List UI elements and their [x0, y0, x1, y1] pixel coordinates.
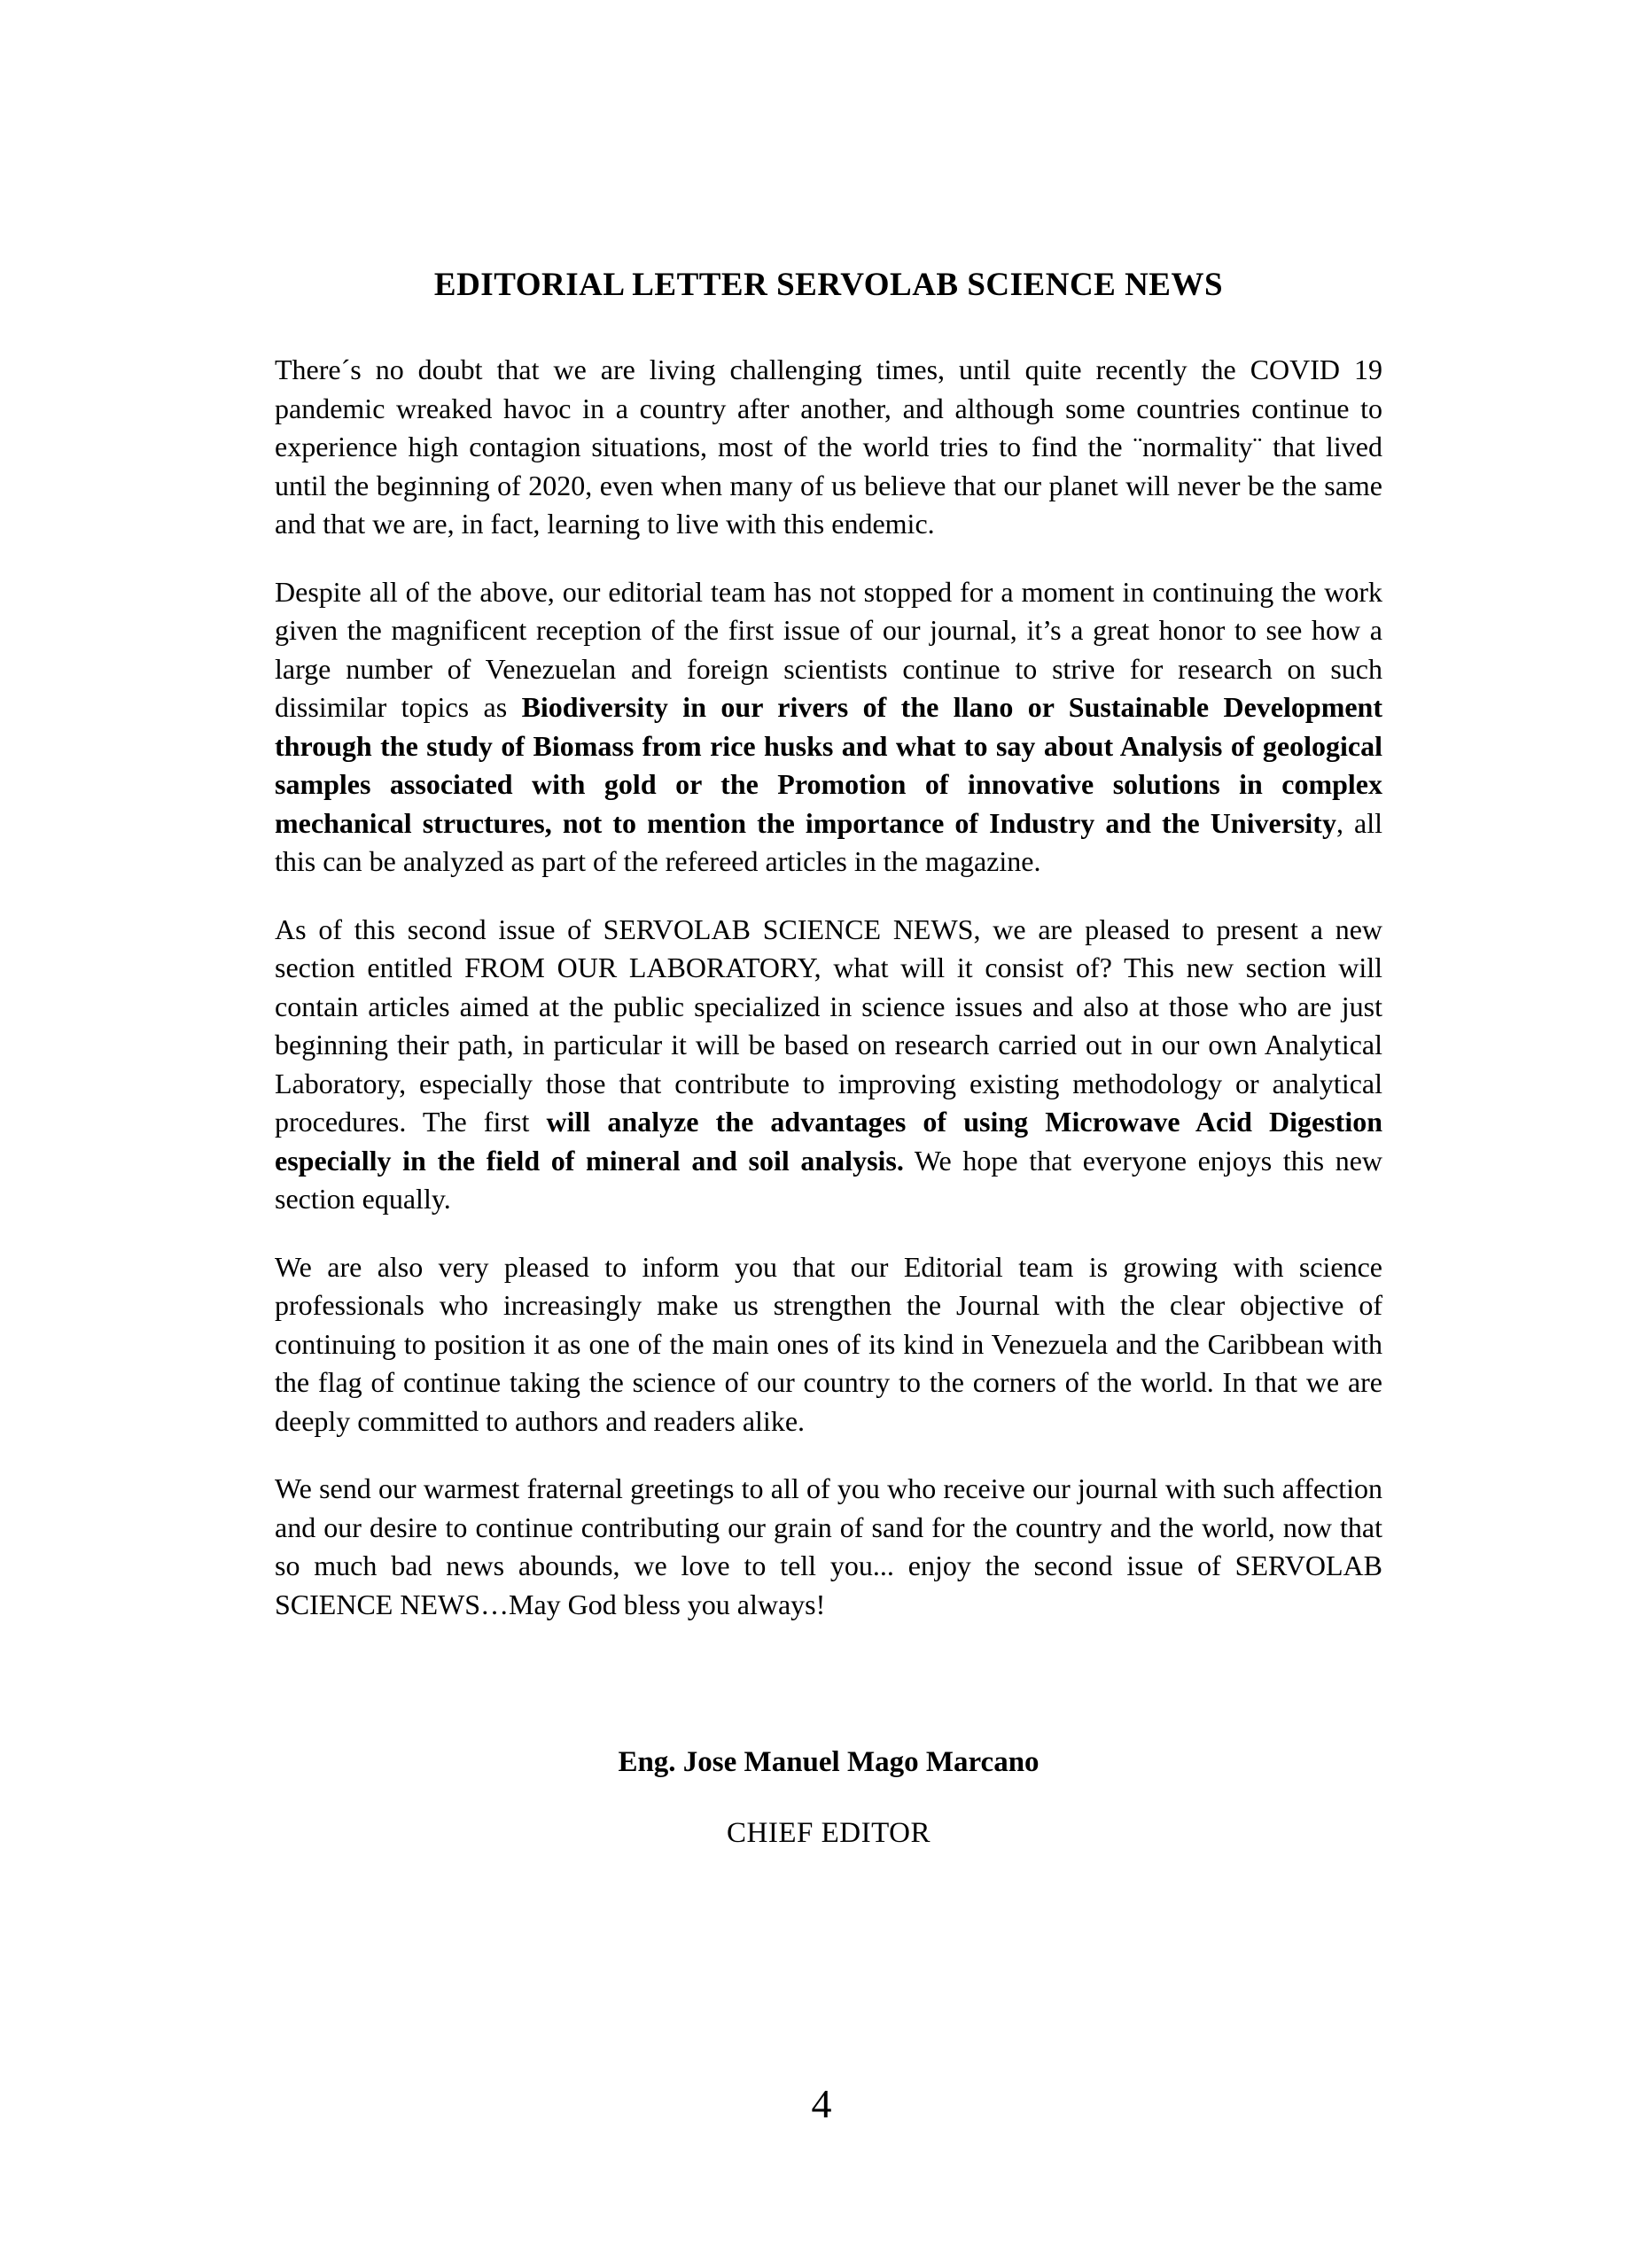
paragraph-bold-segment: will analyze the advantages of using Microwave Acid Digestion especially in the field of mineral and soil analysis. — [275, 1106, 1383, 1177]
paragraph-segment: As of this second issue of SERVOLAB SCIENCE NEWS, we are pleased to present a new section entitled FROM OUR LABORATORY, what will it consist of? This new section will contain articles aimed at the public specialized in science issues and also at those who are just beginning their path, in particular it will be based on research carried out in our own Analytical Laboratory, especially those that contribute to improving existing methodology or analytical procedures. The first — [275, 913, 1382, 1138]
letter-paragraph — [275, 1470, 1382, 1624]
paragraph-segment: We send our warmest fraternal greetings to all of you who receive our journal with such affection and our desire to continue contributing our grain of sand for the country and the world, now that so much bad news abounds, we love to tell you... enjoy the second issue of SERVOLAB SCIENCE NEWS…May God bless you always! — [275, 1472, 1382, 1620]
letter-paragraph — [275, 911, 1382, 1219]
paragraph-segment: , all this can be analyzed as part of the refereed articles in the magazine. — [275, 806, 1383, 877]
paragraph-segment: There´s no doubt that we are living challenging times, until quite recently the COVID 19 pandemic wreaked havoc in a country after another, and although some countries continue to experience high contagion situations, most of the world tries to find the ¨normality¨ that lived until the beginning of 2020, even when many of us believe that our planet will never be the same and that we are, in fact, learning to live with this endemic. — [275, 353, 1382, 540]
signature-role: CHIEF EDITOR — [727, 1817, 931, 1849]
paragraph-bold-segment: Biodiversity in our rivers of the llano or Sustainable Development through the study of Biomass from rice husks and what to say about Analysis of geological samples associated with gold or the Promotion of innovative solutions in complex mechanical structures, not to mention the importance of Industry and the University — [275, 691, 1383, 839]
paragraph-segment: We are also very pleased to inform you that our Editorial team is growing with science professionals who increasingly make us strengthen the Journal with the clear objective of continuing to position it as one of the main ones of its kind in Venezuela and the Caribbean with the flag of continue taking the science of our country to the corners of the world. In that we are deeply committed to authors and readers alike. — [275, 1250, 1382, 1437]
page-number: 4 — [811, 2081, 832, 2126]
paragraph-segment: We hope that everyone enjoys this new section equally. — [275, 1144, 1383, 1215]
letter-paragraph — [275, 351, 1382, 544]
page-title: EDITORIAL LETTER SERVOLAB SCIENCE NEWS — [433, 267, 1224, 303]
letter-paragraph — [275, 1248, 1382, 1441]
letter-content — [275, 266, 1382, 1852]
signature-name: Eng. Jose Manuel Mago Marcano — [618, 1746, 1040, 1778]
paragraph-segment: Despite all of the above, our editorial team has not stopped for a moment in continuing the work given the magnificent reception of the first issue of our journal, it’s a great honor to see how a large number of Venezuelan and foreign scientists continue to strive for research on such dissimilar topics as — [275, 575, 1382, 723]
letter-body — [275, 351, 1382, 1624]
letter-paragraph — [275, 573, 1382, 882]
